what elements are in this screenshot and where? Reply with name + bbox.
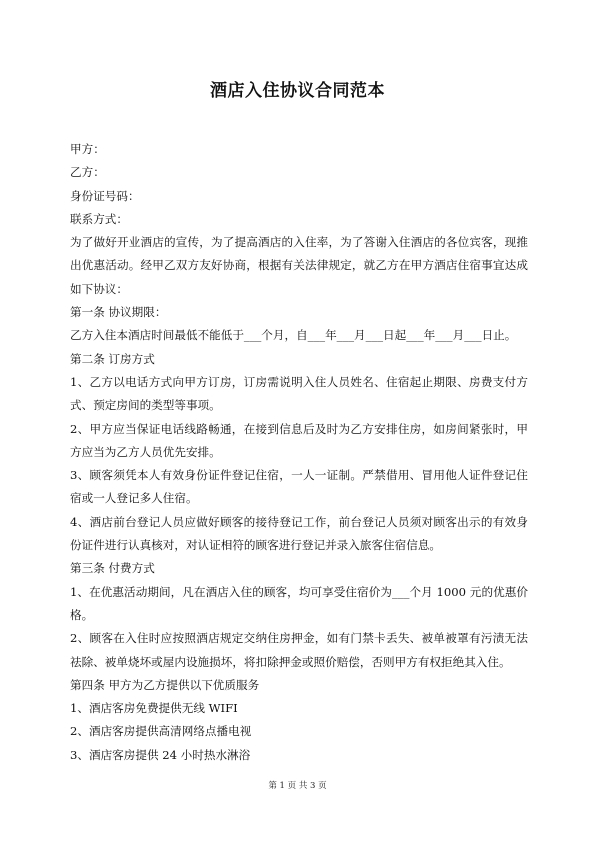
intro-paragraph: 为了做好开业酒店的宣传，为了提高酒店的入住率，为了答谢入住酒店的各位宾客，现推出优惠活动。经甲乙双方友好协商，根据有关法律规定，就乙方在甲方酒店住宿事宜达成如下协议： <box>70 235 528 296</box>
article-2-item: 1、乙方以电话方式向甲方订房，订房需说明入住人员姓名、住宿起止期限、房费支付方式、预定房间的类型等事项。 <box>70 374 528 413</box>
article-4-item: 3、酒店客房提供 24 小时热水淋浴 <box>70 747 251 762</box>
article-2-item: 4、酒店前台登记人员应做好顾客的接待登记工作，前台登记人员须对顾客出示的有效身份证件进行认真核对，对认证相符的顾客进行登记并录入旅客住宿信息。 <box>70 514 528 553</box>
article-4-item: 1、酒店客房免费提供无线 WIFI <box>70 701 238 716</box>
article-3-item: 2、顾客在入住时应按照酒店规定交纳住房押金，如有门禁卡丢失、被单被罩有污渍无法祛除、被单烧坏或屋内设施损坏，将扣除押金或照价赔偿，否则甲方有权拒绝其入住。 <box>70 631 528 669</box>
document-body <box>70 138 528 767</box>
article-4-item: 2、酒店客房提供高清网络点播电视 <box>70 724 252 739</box>
article-1-body: 乙方入住本酒店时间最低不能低于___个月，自___年___月___日起___年___月___日止。 <box>70 328 517 343</box>
document-title: 酒店入住协议合同范本 <box>210 81 385 101</box>
page-indicator: 第 1 页 共 3 页 <box>268 781 327 791</box>
contact-label: 联系方式： <box>70 211 128 226</box>
article-3-heading: 第三条 付费方式 <box>70 561 155 576</box>
article-2-item: 2、甲方应当保证电话线路畅通，在接到信息后及时为乙方安排住房，如房间紧张时，甲方应当为乙方人员优先安排。 <box>70 421 528 459</box>
article-3-item: 1、在优惠活动期间，凡在酒店入住的顾客，均可享受住宿价为___个月 1000 元的优惠价格。 <box>70 584 528 622</box>
article-2-item: 3、顾客须凭本人有效身份证件登记住宿，一人一证制。严禁借用、冒用他人证件登记住宿或一人登记多人住宿。 <box>70 468 528 506</box>
article-4-heading: 第四条 甲方为乙方提供以下优质服务 <box>70 677 260 692</box>
article-2-heading: 第二条 订房方式 <box>70 351 155 366</box>
party-a-label: 甲方： <box>70 142 105 156</box>
id-number-label: 身份证号码： <box>70 188 140 203</box>
party-b-label: 乙方： <box>70 165 105 180</box>
article-1-heading: 第一条 协议期限： <box>70 305 167 320</box>
